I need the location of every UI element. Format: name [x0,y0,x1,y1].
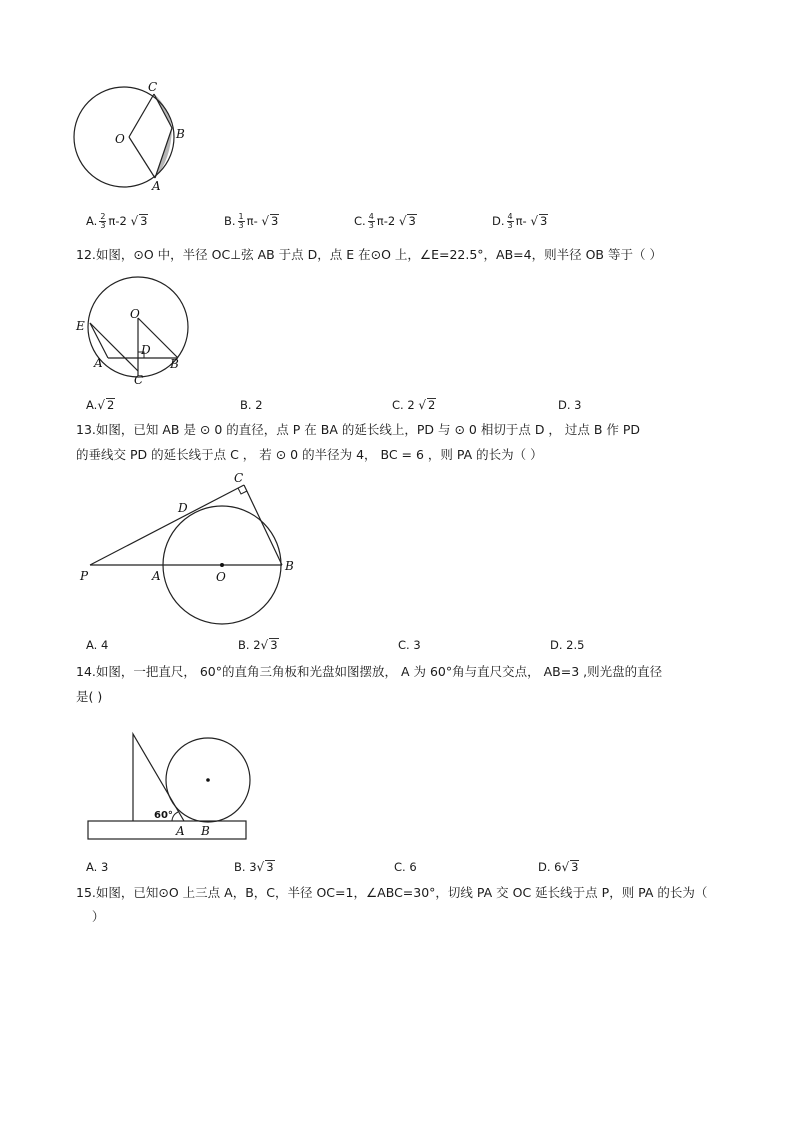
q13-label-c: C [234,471,244,485]
q13-label-d: D [178,501,188,515]
q14-option-d-radicand: 3 [571,860,579,874]
q14-ruler [88,821,246,839]
q13-segment-cb [244,485,282,565]
q13-text-line2: 的垂线交 PD 的延长线于点 C ， 若 ⊙ 0 的半径为 4， BC = 6 ，则 PA 的长为（ ） [76,447,543,462]
q11-option-b-fraction: $\frac{1}{3}$ [238,212,244,230]
q11-option-c [354,213,417,230]
q12-label-e: E [76,319,85,333]
q13-label-b: B [285,559,294,573]
q11-label-a: A [152,179,161,193]
q14-text-line2: 是( ) [76,689,103,704]
q12-option-c-radical-sign: √ [418,398,426,412]
q12-label-o: O [130,307,140,321]
q11-option-c-radical-sign: √ [398,214,407,228]
q14-option-d-letter: D. 6 [538,860,562,874]
q13-option-d: D. 2.5 [550,638,585,652]
q12-option-b: B. 2 [240,398,263,412]
q12-label-d: D [141,343,151,357]
q11-chord-ba [155,128,172,178]
q12-option-d: D. 3 [558,398,582,412]
q11-option-b-radicand: 3 [271,214,279,228]
q12-option-c [392,398,436,412]
q11-label-o: O [115,132,125,146]
q14-option-b-letter: B. 3 [234,860,257,874]
q11-option-d-letter: D. [492,214,505,228]
q14-text-line1: 14.如图，一把直尺， 60°的直角三角板和光盘如图摆放， A 为 60°角与直尺交点， AB=3 ,则光盘的直径 [76,664,663,679]
q11-option-b [224,213,279,230]
q14-option-b-radicand: 3 [266,860,274,874]
q11-option-a-letter: A. [86,214,98,228]
q11-chord-cb [154,94,172,128]
q11-option-a [86,213,148,230]
q11-option-a-fraction: $\frac{2}{3}$ [100,212,106,230]
q14-option-b [234,860,275,874]
q11-option-a-mid: π-2 [108,214,127,228]
q11-option-b-letter: B. [224,214,236,228]
q11-option-d-radical-sign: √ [530,214,538,228]
q11-option-b-mid: π- [246,214,258,228]
q12-option-a-letter: A. [86,398,98,412]
q11-option-d-mid: π- [515,214,527,228]
q15-text-line1: 15.如图，已知⊙O 上三点 A，B，C，半径 OC=1，∠ABC=30°，切线 PA 交 OC 延长线于点 P，则 PA 的长为（ [76,885,708,900]
q14-figure [86,728,252,844]
q14-disc-center [206,778,210,782]
q12-label-a: A [94,356,103,370]
q12-option-a [86,398,115,412]
q11-option-c-mid: π-2 [376,214,396,228]
q11-figure [70,78,200,198]
q12-text: 12.如图，⊙O 中，半径 OC⊥弦 AB 于点 D，点 E 在⊙O 上，∠E=22.5°，AB=4，则半径 OB 等于（ ） [76,247,662,262]
q13-label-p: P [80,569,89,583]
q12-figure [70,268,200,390]
q13-option-c: C. 3 [398,638,421,652]
q13-label-o: O [216,570,226,584]
q13-option-b [238,638,279,652]
q13-label-a: A [152,569,161,583]
q14-option-a: A. 3 [86,860,109,874]
q14-option-d [538,860,579,874]
q11-option-a-radicand: 3 [140,214,148,228]
q13-option-b-radical-sign: √ [260,638,269,652]
q11-option-c-fraction: $\frac{4}{3}$ [368,212,374,230]
q12-option-a-radical-sign: √ [97,398,105,412]
q11-option-d [492,213,548,230]
q12-segment-ea [90,323,108,358]
q14-label-a: A [176,824,185,838]
q12-label-c: C [134,373,144,387]
q13-figure [76,468,306,638]
q13-option-a: A. 4 [86,638,109,652]
q11-option-b-radical-sign: √ [261,214,270,228]
q13-center-dot [220,563,224,567]
q13-option-b-letter: B. 2 [238,638,261,652]
q13-text-line1: 13.如图，已知 AB 是 ⊙ 0 的直径，点 P 在 BA 的延长线上，PD 与 ⊙ 0 相切于点 D ， 过点 B 作 PD [76,422,641,437]
q11-option-c-letter: C. [354,214,366,228]
q14-option-d-radical-sign: √ [561,860,570,874]
q12-option-c-letter: C. 2 [392,398,415,412]
q11-radius-oa [129,137,155,178]
q11-option-c-radicand: 3 [408,214,416,228]
q11-option-a-radical-sign: √ [130,214,139,228]
q12-label-b: B [170,357,179,371]
q15-text-line2: ） [76,909,105,924]
q14-label-60: 60° [154,810,173,821]
q13-tangent-pc [90,485,244,565]
q12-option-a-radicand: 2 [106,398,115,412]
q11-option-d-fraction: $\frac{4}{3}$ [507,212,513,230]
q11-label-c: C [148,80,158,94]
q11-radius-oc [129,94,154,137]
q11-option-d-radicand: 3 [540,214,548,228]
q12-option-c-radicand: 2 [427,398,436,412]
q14-option-b-radical-sign: √ [256,860,265,874]
q13-option-b-radicand: 3 [270,638,278,652]
q14-option-c: C. 6 [394,860,417,874]
q11-label-b: B [176,127,185,141]
q14-label-b: B [201,824,210,838]
